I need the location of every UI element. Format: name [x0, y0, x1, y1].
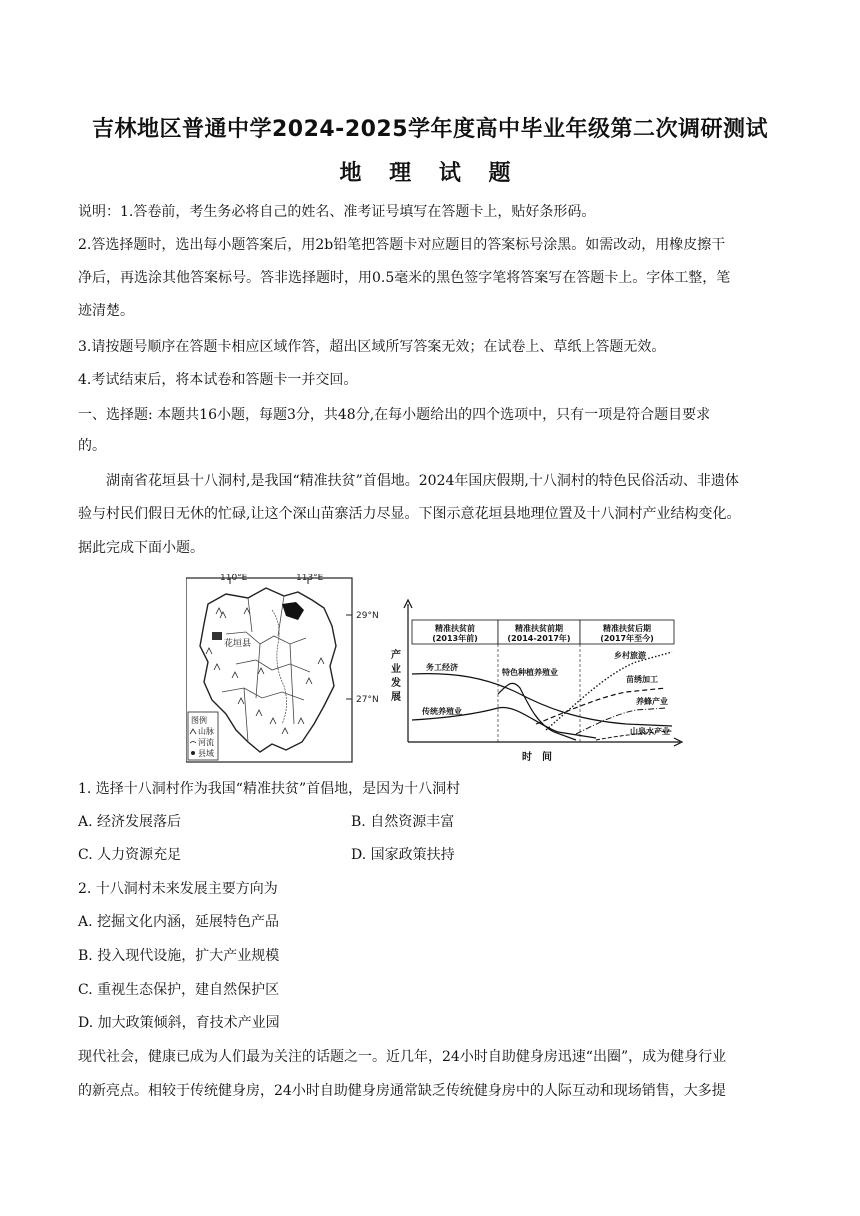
legend-item: 河流 — [198, 738, 214, 747]
legend-item: 山脉 — [198, 727, 214, 736]
passage-line: 现代社会，健康已成为人们最为关注的话题之一。近几年，24小时自助健身房迅速“出圈”，成为健身行业 — [78, 1049, 727, 1065]
series-label: 特色种植养殖业 — [502, 668, 558, 677]
option-d[interactable]: D. 国家政策扶持 — [351, 847, 455, 863]
series-label: 务工经济 — [426, 663, 458, 672]
period-name: 精准扶贫前 — [435, 624, 475, 633]
series-label: 山泉水产业 — [630, 727, 670, 736]
passage-line: 据此完成下面小题。 — [78, 540, 204, 556]
huayuan-county — [212, 632, 222, 640]
instruction-line: 说明：1.答卷前，考生务必将自己的姓名、准考证号填写在答题卡上，贴好条形码。 — [78, 204, 596, 220]
option-d[interactable]: D. 加大政策倾斜，育技术产业园 — [78, 1015, 280, 1031]
section-heading: 的。 — [78, 438, 106, 454]
period-name: 精准扶贫前期 — [515, 624, 563, 633]
instruction-line: 净后，再选涂其他答案标号。答非选择题时，用0.5毫米的黑色签字笔将答案写在答题卡上。字体工整，笔 — [78, 270, 731, 286]
map-lon-label: 110°E — [220, 574, 248, 583]
option-a[interactable]: A. 挖掘文化内涵，延展特色产品 — [78, 914, 280, 930]
series-line-miaoxiu — [536, 688, 666, 724]
series-label: 乡村旅游 — [614, 651, 646, 660]
series-label: 传统养殖业 — [422, 707, 462, 716]
y-label-char: 业 — [391, 664, 401, 675]
instruction-line: 迹清楚。 — [78, 303, 134, 319]
industry-chart — [390, 600, 682, 763]
option-c[interactable]: C. 重视生态保护，建自然保护区 — [78, 982, 280, 998]
y-axis-label — [390, 648, 404, 703]
period-years: (2014-2017年) — [507, 634, 571, 643]
figure — [186, 574, 686, 770]
question-stem: 2. 十八洞村未来发展主要方向为 — [78, 881, 278, 897]
map-lat-label: 29°N — [356, 611, 379, 621]
instruction-line: 3.请按题号顺序在答题卡相应区域作答，超出区域所写答案无效；在试卷上、草纸上答题无效。 — [78, 339, 666, 355]
passage-line: 的新亮点。相较于传统健身房，24小时自助健身房通常缺乏传统健身房中的人际互动和现场销售，大多提 — [78, 1083, 726, 1099]
series-label: 苗绣加工 — [626, 675, 658, 684]
passage-line: 湖南省花垣县十八洞村,是我国“精准扶贫”首倡地。2024年国庆假期,十八洞村的特色民俗活动、非遗体 — [106, 473, 739, 489]
period-years: (2013年前) — [432, 634, 478, 643]
legend-item: 县域 — [198, 749, 214, 758]
question-stem: 1. 选择十八洞村作为我国“精准扶贫”首倡地，是因为十八洞村 — [78, 781, 461, 797]
y-label-char: 发 — [391, 678, 401, 689]
passage-line: 验与村民们假日无休的忙碌,让这个深山苗寨活力尽显。下图示意花垣县地理位置及十八洞村产业结构变化。 — [78, 506, 741, 522]
legend-title: 图例 — [191, 716, 207, 725]
option-b[interactable]: B. 投入现代设施，扩大产业规模 — [78, 948, 280, 964]
location-map — [186, 574, 379, 762]
instruction-line: 4.考试结束后，将本试卷和答题卡一并交回。 — [78, 372, 358, 388]
period-name: 精准扶贫后期 — [603, 624, 651, 633]
section-heading: 一、选择题: 本题共16小题，每题3分，共48分,在每小题给出的四个选项中，只有一项是符合题目要求 — [78, 407, 711, 423]
map-legend — [188, 712, 218, 760]
exam-subtitle: 地 理 试 题 — [339, 161, 521, 186]
series-label: 养蜂产业 — [636, 697, 668, 706]
series-line-tese — [498, 683, 576, 740]
instruction-line: 2.答选择题时，选出每小题答案后，用2b铅笔把答题卡对应题目的答案标号涂黑。如需改动，用橡皮擦干 — [78, 237, 726, 253]
period-years: (2017年至今) — [600, 634, 654, 643]
option-c[interactable]: C. 人力资源充足 — [78, 847, 182, 863]
map-lon-label: 113°E — [296, 574, 324, 583]
exam-title: 吉林地区普通中学2024-2025学年度高中毕业年级第二次调研测试 — [91, 117, 769, 142]
county-label: 花垣县 — [224, 639, 252, 649]
county-legend-icon — [191, 751, 195, 755]
map-lat-label: 27°N — [356, 695, 379, 705]
option-b[interactable]: B. 自然资源丰富 — [351, 814, 455, 830]
y-label-char: 展 — [391, 692, 401, 703]
x-axis-label: 时间 — [522, 752, 562, 763]
option-a[interactable]: A. 经济发展落后 — [78, 814, 182, 830]
y-label-char: 产 — [391, 650, 401, 661]
